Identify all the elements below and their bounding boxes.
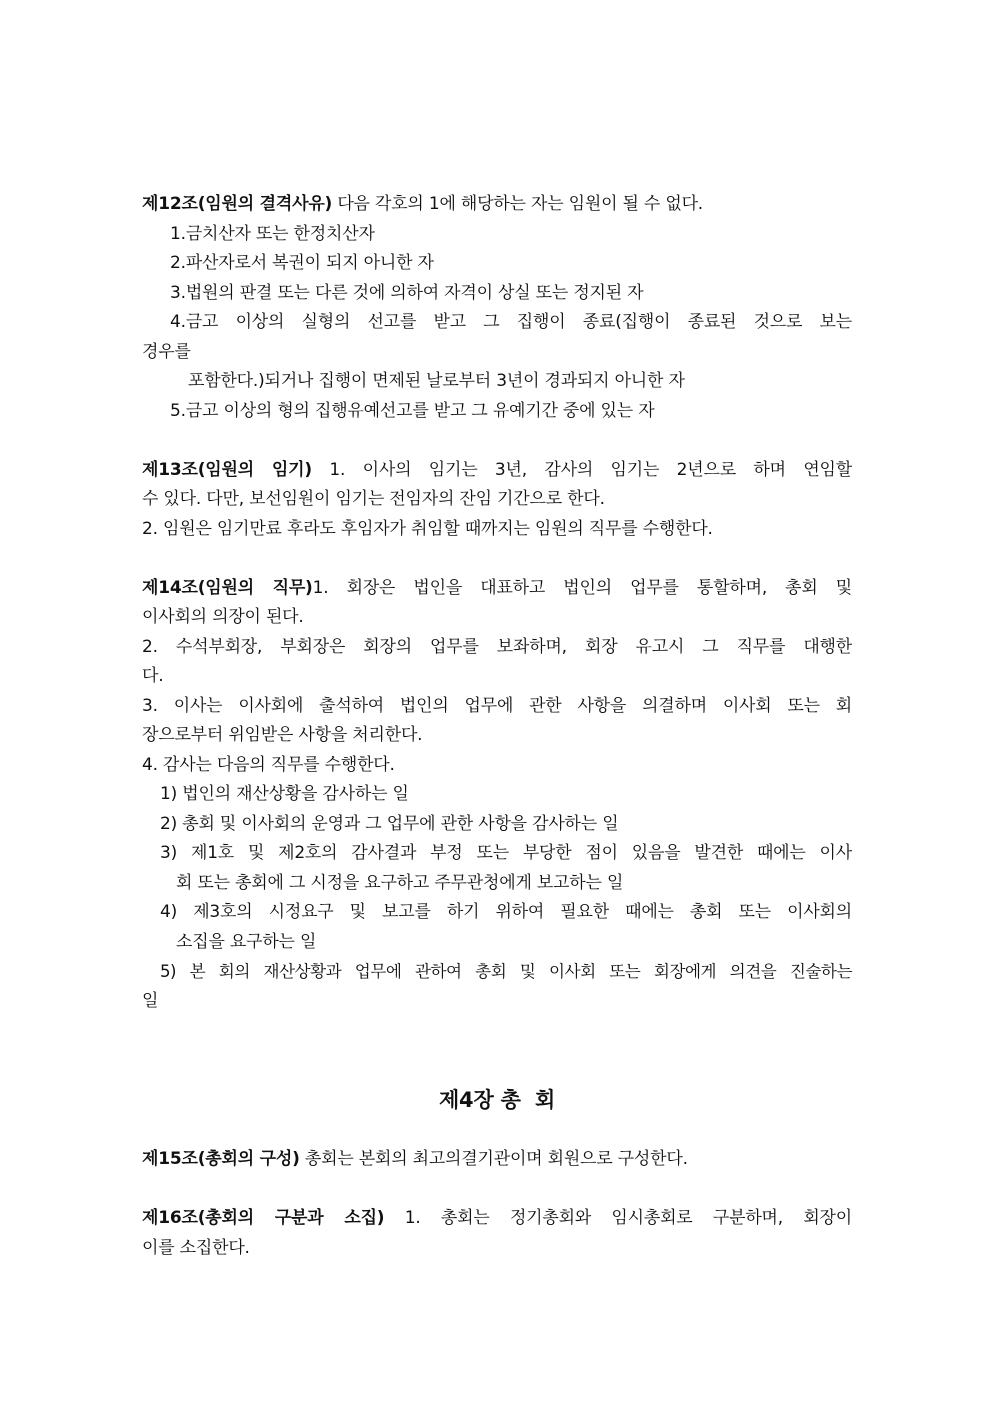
article-14-sub-1: 1) 법인의 재산상황을 감사하는 일: [160, 784, 409, 804]
article-14-title: 제14조(임원의 직무): [142, 577, 313, 598]
article-14-line-4: 다.: [142, 666, 164, 686]
spacer: [142, 1016, 852, 1075]
document-page: [142, 190, 852, 1263]
article-12-intro: 다음 각호의 1에 해당하는 자는 임원이 될 수 없다.: [332, 194, 703, 214]
article-12-item-1: 1.금치산자 또는 한정치산자: [170, 223, 375, 244]
article-14-line-6: 장으로부터 위임받은 사항을 처리한다.: [142, 725, 423, 745]
article-14-text-1: 1. 회장은 법인을 대표하고 법인의 업무를 통할하며, 총회 및: [312, 577, 852, 598]
article-14-sub-4: 4) 제3호의 시정요구 및 보고를 하기 위하여 필요한 때에는 총회 또는 이사회의: [160, 902, 852, 922]
article-12-item-4: 4.금고 이상의 실형의 선고를 받고 그 집행이 종료(집행이 종료된 것으로 보는: [170, 312, 852, 332]
article-14-line-7: 4. 감사는 다음의 직무를 수행한다.: [142, 754, 395, 775]
spacer: [142, 426, 852, 456]
article-13-line-2: 수 있다. 다만, 보선임원이 임기는 전임자의 잔임 기간으로 한다.: [142, 489, 605, 509]
article-14-line-5: 3. 이사는 이사회에 출석하여 법인의 업무에 관한 사항을 의결하며 이사회 또는 회: [142, 695, 852, 716]
article-12-item-5: 5.금고 이상의 형의 집행유예선고를 받고 그 유예기간 중에 있는 자: [170, 400, 655, 421]
article-15-text: 총회는 본회의 최고의결기관이며 회원으로 구성한다.: [299, 1149, 688, 1169]
article-13-text-1: 1. 이사의 임기는 3년, 감사의 임기는 2년으로 하며 연임할: [311, 459, 852, 480]
article-14-sub-3-cont: 회 또는 총회에 그 시정을 요구하고 주무관청에게 보고하는 일: [176, 872, 624, 893]
article-15-title: 제15조(총회의 구성): [142, 1149, 300, 1169]
article-14-line-3: 2. 수석부회장, 부회장은 회장의 업무를 보좌하며, 회장 유고시 그 직무를 대행한: [142, 636, 852, 657]
chapter-title: 제4장 총 회: [438, 1088, 556, 1112]
article-14-sub-5-cont: 일: [142, 990, 159, 1011]
article-12-item-4-wrap: 경우를: [142, 341, 191, 362]
article-13-line-1: [142, 456, 852, 486]
article-14-line-2: 이사회의 의장이 된다.: [142, 607, 304, 627]
article-12-item-3: 3.법원의 판결 또는 다른 것에 의하여 자격이 상실 또는 정지된 자: [170, 282, 644, 303]
article-16-title: 제16조(총회의 구분과 소집): [142, 1208, 385, 1228]
article-13-line-3: 2. 임원은 임기만료 후라도 후임자가 취임할 때까지는 임원의 직무를 수행한다.: [142, 518, 713, 539]
spacer: [142, 544, 852, 574]
article-13-title: 제13조(임원의 임기): [142, 459, 312, 480]
article-14-line-1: [142, 574, 852, 604]
article-14-sub-5: 5) 본 회의 재산상황과 업무에 관하여 총회 및 이사회 또는 회장에게 의견을 진술하는: [160, 962, 852, 981]
article-12-heading-line: [142, 190, 852, 220]
article-14-sub-2: 2) 총회 및 이사회의 운영과 그 업무에 관한 사항을 감사하는 일: [160, 813, 619, 834]
article-16-text-1: 1. 총회는 정기총회와 임시총회로 구분하며, 회장이: [384, 1208, 852, 1228]
article-14-sub-3: 3) 제1호 및 제2호의 감사결과 부정 또는 부당한 점이 있음을 발견한 때에는 이사: [160, 843, 852, 863]
article-12-item-4-cont: 포함한다.)되거나 집행이 면제된 날로부터 3년이 경과되지 아니한 자: [188, 371, 685, 391]
article-16-line-2: 이를 소집한다.: [142, 1237, 250, 1258]
article-12-title: 제12조(임원의 결격사유): [142, 194, 333, 214]
article-16-line-1: [142, 1204, 852, 1234]
spacer: [142, 1175, 852, 1205]
article-14-sub-4-cont: 소집을 요구하는 일: [176, 931, 317, 952]
article-12-item-2: 2.파산자로서 복권이 되지 아니한 자: [170, 253, 434, 273]
article-15-line: [142, 1145, 852, 1175]
